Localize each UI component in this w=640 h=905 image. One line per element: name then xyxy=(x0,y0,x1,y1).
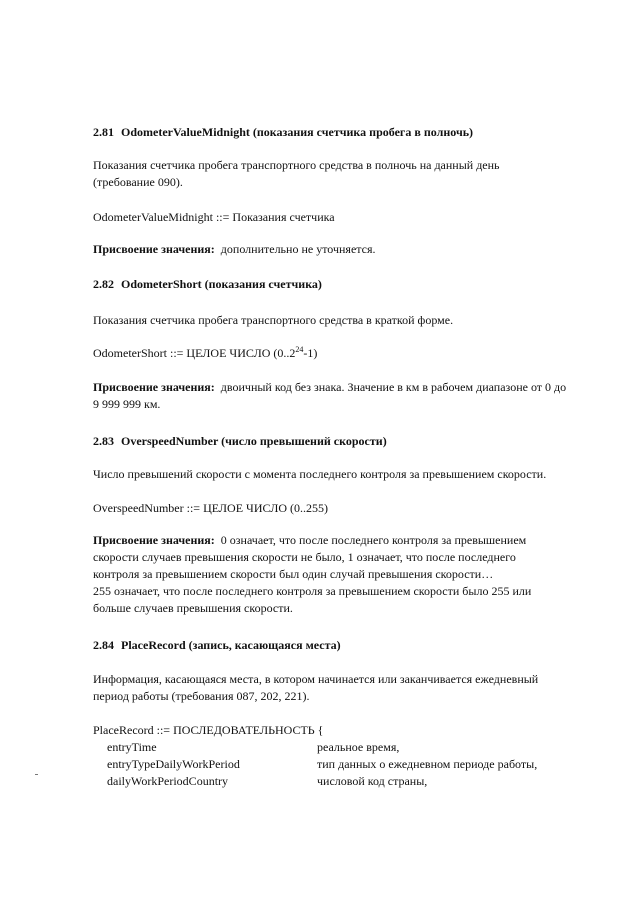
section-number: 2.81 xyxy=(93,125,114,139)
field-name: entryTypeDailyWorkPeriod xyxy=(107,757,240,771)
section-2-84-heading xyxy=(93,637,593,654)
field-name: entryTime xyxy=(107,740,157,754)
assignment-label: Присвоение значения xyxy=(93,242,211,256)
section-2-83-heading xyxy=(93,433,593,450)
section-2-81-assignment: Присвоение значения: дополнительно не уточняется. xyxy=(93,242,376,256)
assignment-text: двоичный код без знака. Значение в км в рабочем диапазоне от 0 до 9 999 999 км. xyxy=(93,380,567,411)
section-2-84-definition: PlaceRecord ::= ПОСЛЕДОВАТЕЛЬНОСТЬ { xyxy=(93,723,324,737)
section-2-81-definition: OdometerValueMidnight ::= Показания счетчика xyxy=(93,210,335,224)
scan-mark xyxy=(35,774,38,775)
field-name: dailyWorkPeriodCountry xyxy=(107,774,229,788)
section-number: 2.82 xyxy=(93,277,114,291)
field-type: тип данных о ежедневном периоде работы, xyxy=(317,757,538,771)
section-2-82-assignment xyxy=(93,379,573,413)
section-number: 2.83 xyxy=(93,434,114,448)
assignment-text: дополнительно не уточняется. xyxy=(220,242,376,256)
section-2-83-definition: OverspeedNumber ::= ЦЕЛОЕ ЧИСЛО (0..255) xyxy=(93,501,329,515)
definition-suffix: -1) xyxy=(303,346,318,360)
definition-exponent: 24 xyxy=(295,345,304,354)
field-type: числовой код страны, xyxy=(317,774,428,788)
section-number: 2.84 xyxy=(93,638,114,652)
assignment-label: Присвоение значения xyxy=(93,533,211,547)
assignment-label: Присвоение значения: xyxy=(93,380,215,394)
definition-prefix: OdometerShort ::= ЦЕЛОЕ ЧИСЛО (0..2 xyxy=(93,346,296,360)
section-title: OdometerShort (показания счетчика) xyxy=(121,277,322,291)
section-2-81-description: Показания счетчика пробега транспортного средства в полночь на данный день (требование 090). xyxy=(93,158,500,189)
assignment-text-continued: 255 означает, что после последнего контроля за превышением скорости было 255 или больше случаев превышения скорости. xyxy=(93,584,532,615)
section-2-82-description: Показания счетчика пробега транспортного средства в краткой форме. xyxy=(93,313,454,327)
section-title: OverspeedNumber (число превышений скорости) xyxy=(121,434,387,448)
assignment-text: 0 означает, что после последнего контроля за превышением скорости случаев превышения скорости не было, 1 означает, что после последнего контроля за превышением скорости был один случай превышения скорости… xyxy=(93,533,527,581)
section-2-82-definition xyxy=(93,345,593,362)
section-2-84-description: Информация, касающаяся места, в котором начинается или заканчивается ежедневный период работы (требования 087, 202, 221). xyxy=(93,672,539,703)
section-2-82-heading xyxy=(93,276,593,293)
section-2-81-heading xyxy=(93,124,593,141)
section-2-83-description: Число превышений скорости с момента последнего контроля за превышением скорости. xyxy=(93,467,547,481)
section-title: PlaceRecord (запись, касающаяся места) xyxy=(121,638,341,652)
field-type: реальное время, xyxy=(317,740,400,754)
section-title: OdometerValueMidnight (показания счетчика пробега в полночь) xyxy=(121,125,474,139)
section-2-83-assignment: Присвоение значения: 0 означает, что после последнего контроля за превышением скорости случаев превышения скорости не было, 1 означает, что после последнего контроля за превышением скорости был один случай превышения скорости… 255 означает, что после последнего контроля за превышением скорости было 255 или больше случаев превышения скорости. xyxy=(93,533,532,615)
